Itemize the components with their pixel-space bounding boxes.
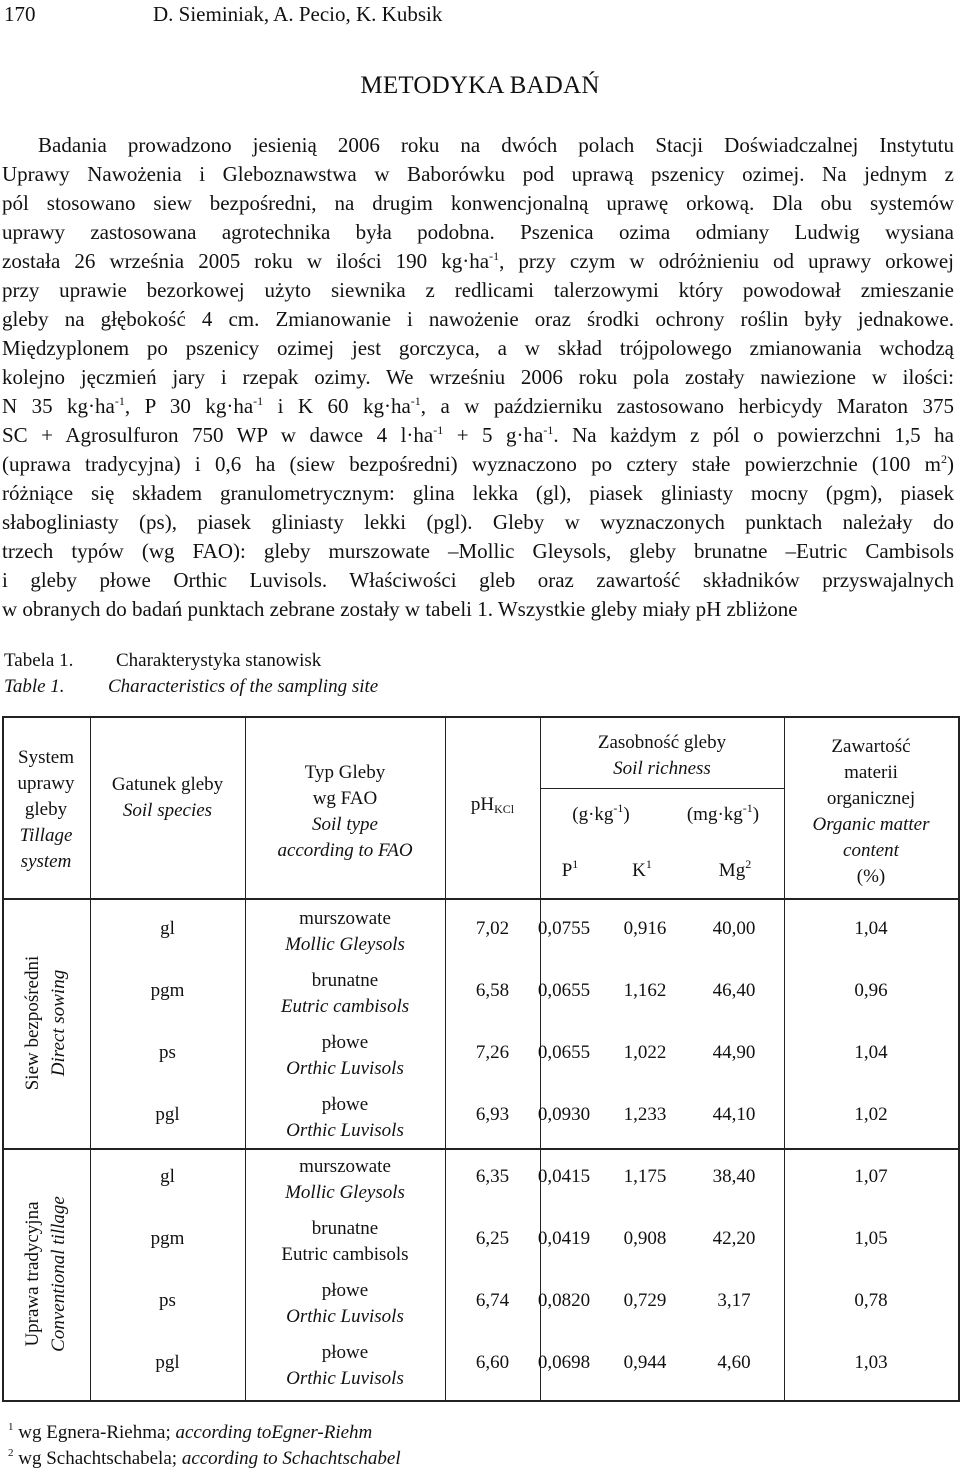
- page-number: 170: [4, 2, 36, 26]
- header-tillage-system: System uprawy gleby Tillage system: [17, 747, 75, 872]
- cell-om: 0,96: [854, 980, 888, 1001]
- cell-mg: 42,20: [712, 1228, 756, 1249]
- cell-p: 0,0930: [537, 1104, 591, 1125]
- cell-soil-type: płowe Orthic Luvisols: [286, 1342, 404, 1389]
- cell-soil-type: brunatne Eutric cambisols: [281, 1218, 409, 1265]
- header-mg: Mg$^2$: [718, 857, 752, 881]
- table-header-rule: [2, 898, 960, 900]
- richness-rule: [540, 788, 784, 789]
- footnote: $^2$ wg Schachtschabela; according to Schachtschabel: [8, 1447, 401, 1469]
- table-top-rule: [2, 716, 960, 718]
- cell-mg: 46,40: [712, 980, 756, 1001]
- header-k: $K^1$: [632, 857, 652, 881]
- cell-om: 1,03: [854, 1352, 888, 1373]
- cell-om: 1,05: [854, 1228, 888, 1249]
- cell-species: gl: [160, 918, 175, 939]
- table-caption-title: Charakterystyka stanowisk: [116, 650, 322, 671]
- cell-ph: 6,58: [475, 980, 510, 1001]
- cell-k: 1,022: [623, 1042, 667, 1063]
- section-title: METODYKA BADAŃ: [360, 72, 600, 99]
- cell-om: 0,78: [854, 1290, 888, 1311]
- cell-om: 1,02: [854, 1104, 888, 1125]
- cell-p: 0,0655: [537, 980, 591, 1001]
- paragraph-line: SC + Agrosulfuron 750 WP w dawce 4 $l\cdot ha^{-1} + 5$ $g\cdot ha^{-1}$. Na każdym z pól o powierzchni 1,5 ha: [2, 423, 954, 447]
- paragraph-line: gleby na głębokość 4 cm. Zmianowanie i nawożenie oraz środki ochrony roślin były jednakowe.: [2, 307, 954, 331]
- cell-om: 1,07: [854, 1166, 888, 1187]
- paragraph-line: różniące się składem granulometrycznym: glina lekka (gl), piasek gliniasty mocny (pgm), piasek: [2, 481, 954, 505]
- running-head-authors: D. Sieminiak, A. Pecio, K. Kubsik: [153, 2, 443, 26]
- paragraph-line: Międzyplonem po pszenicy ozimej jest gorczyca, a w skład trójpolowego zmianowania wchodzą: [2, 336, 954, 360]
- cell-mg: 4,60: [717, 1352, 751, 1373]
- group-label-conventional-tillage: Uprawa tradycyjna Conventional tillage: [22, 1196, 69, 1352]
- cell-mg: 44,10: [712, 1104, 756, 1125]
- cell-p: 0,0698: [537, 1352, 591, 1373]
- cell-k: 0,916: [623, 918, 667, 939]
- table-right-border: [958, 716, 960, 1402]
- cell-ph: 6,35: [475, 1166, 510, 1187]
- paragraph-line: Uprawy Nawożenia i Gleboznawstwa w Baborówku pod uprawą pszenicy ozimej. Na jednym z: [2, 162, 954, 186]
- header-organic-matter: Zawartość materii organicznej Organic matter content (%): [812, 736, 930, 887]
- cell-species: pgl: [155, 1104, 180, 1125]
- header-ph: $pH_{KCl}$: [470, 794, 515, 816]
- cell-k: 1,233: [623, 1104, 667, 1125]
- cell-soil-type: płowe Orthic Luvisols: [286, 1280, 404, 1327]
- cell-p: 0,0755: [537, 918, 591, 939]
- paragraph-line: kolejno jęczmień jary i rzepak ozimy. We wrześniu 2006 roku pola zostały nawiezione w ilości:: [2, 365, 954, 389]
- cell-species: gl: [160, 1166, 175, 1187]
- cell-ph: 7,02: [475, 918, 510, 939]
- cell-p: 0,0419: [537, 1228, 591, 1249]
- cell-p: 0,0655: [537, 1042, 591, 1063]
- cell-ph: 6,60: [475, 1352, 510, 1373]
- footnote: $^1$ wg Egnera-Riehma; according toEgner-Riehm: [8, 1421, 373, 1443]
- cell-species: pgm: [150, 980, 185, 1001]
- cell-mg: 40,00: [712, 918, 756, 939]
- table-caption-title-en: Characteristics of the sampling site: [108, 676, 379, 697]
- paragraph-line: słabogliniasty (ps), piasek gliniasty lekki (pgl). Gleby w wyznaczonych punktach należały do: [2, 510, 954, 534]
- paragraph-line: (uprawa tradycyjna) i 0,6 ha (siew bezpośredni) wyznaczono po cztery stałe powierzchnie (100 $m^2$): [2, 452, 954, 476]
- cell-ph: 7,26: [475, 1042, 510, 1063]
- cell-k: 0,729: [623, 1290, 667, 1311]
- paragraph-line: i gleby płowe Orthic Luvisols. Właściwości gleb oraz zawartość składników przyswajalnych: [2, 568, 954, 592]
- cell-ph: 6,74: [475, 1290, 510, 1311]
- table-bottom-rule: [2, 1400, 960, 1402]
- paragraph-line: trzech typów (wg FAO): gleby murszowate –Mollic Gleysols, gleby brunatne –Eutric Cambisols: [2, 539, 954, 563]
- cell-k: 1,175: [623, 1166, 667, 1187]
- paragraph-line: w obranych do badań punktach zebrane zostały w tabeli 1. Wszystkie gleby miały pH zbliżone: [2, 597, 798, 621]
- table-caption-label: Tabela 1.: [4, 650, 74, 671]
- cell-p: 0,0415: [537, 1166, 591, 1187]
- cell-mg: 44,90: [712, 1042, 756, 1063]
- cell-p: 0,0820: [537, 1290, 591, 1311]
- header-soil-richness: Zasobność gleby Soil richness: [597, 732, 727, 779]
- paragraph-line: została 26 września 2005 roku w ilości 190 $kg\cdot ha^{-1}$, przy czym w odróżnieniu od uprawy orkowej: [2, 249, 954, 273]
- paragraph-line: przy uprawie bezorkowej użyto siewnika z redlicami talerzowymi który powodował zmieszanie: [2, 278, 954, 302]
- cell-mg: 38,40: [712, 1166, 756, 1187]
- paragraph-line: uprawy zastosowana agrotechnika była podobna. Pszenica ozima odmiany Ludwig wysiana: [2, 220, 954, 244]
- paragraph-line: pól stosowano siew bezpośredni, na drugim konwencjonalną uprawę orkową. Dla obu systemów: [2, 191, 954, 215]
- cell-mg: 3,17: [717, 1290, 751, 1311]
- header-unit-mg: $(mg\cdot kg^{-1})$: [686, 801, 760, 825]
- cell-soil-type: płowe Orthic Luvisols: [286, 1032, 404, 1079]
- cell-species: ps: [159, 1042, 176, 1063]
- header-p: $P^1$: [561, 857, 579, 881]
- cell-soil-type: murszowate Mollic Gleysols: [285, 908, 405, 955]
- cell-soil-type: płowe Orthic Luvisols: [286, 1094, 404, 1141]
- cell-species: pgl: [155, 1352, 180, 1373]
- cell-species: pgm: [150, 1228, 185, 1249]
- cell-om: 1,04: [854, 918, 888, 939]
- running-header: [0, 2, 960, 30]
- cell-k: 0,908: [623, 1228, 667, 1249]
- header-soil-type: Typ Gleby wg FAO Soil type according to FAO: [277, 762, 413, 861]
- header-unit-g: $(g\cdot kg^{-1})$: [572, 801, 630, 825]
- cell-soil-type: murszowate Mollic Gleysols: [285, 1156, 405, 1203]
- cell-ph: 6,25: [475, 1228, 510, 1249]
- paragraph-line: Badania prowadzono jesienią 2006 roku na dwóch polach Stacji Doświadczalnej Instytutu: [38, 133, 954, 157]
- table-group-rule: [2, 1148, 960, 1150]
- table-caption-label-en: Table 1.: [4, 676, 65, 697]
- paragraph-line: N 35 $kg\cdot ha^{-1}$, P 30 $kg\cdot ha^{-1}$ i K 60 $kg\cdot ha^{-1}$, a w październiku zastosowano herbicydy Maraton 375: [2, 394, 954, 418]
- cell-om: 1,04: [854, 1042, 888, 1063]
- cell-soil-type: brunatne Eutric cambisols: [280, 970, 410, 1017]
- cell-k: 0,944: [623, 1352, 667, 1373]
- group-label-direct-sowing: Siew bezpośredni Direct sowing: [22, 955, 69, 1091]
- cell-ph: 6,93: [475, 1104, 510, 1125]
- header-soil-species: Gatunek gleby Soil species: [111, 774, 224, 821]
- cell-species: ps: [159, 1290, 176, 1311]
- cell-k: 1,162: [623, 980, 667, 1001]
